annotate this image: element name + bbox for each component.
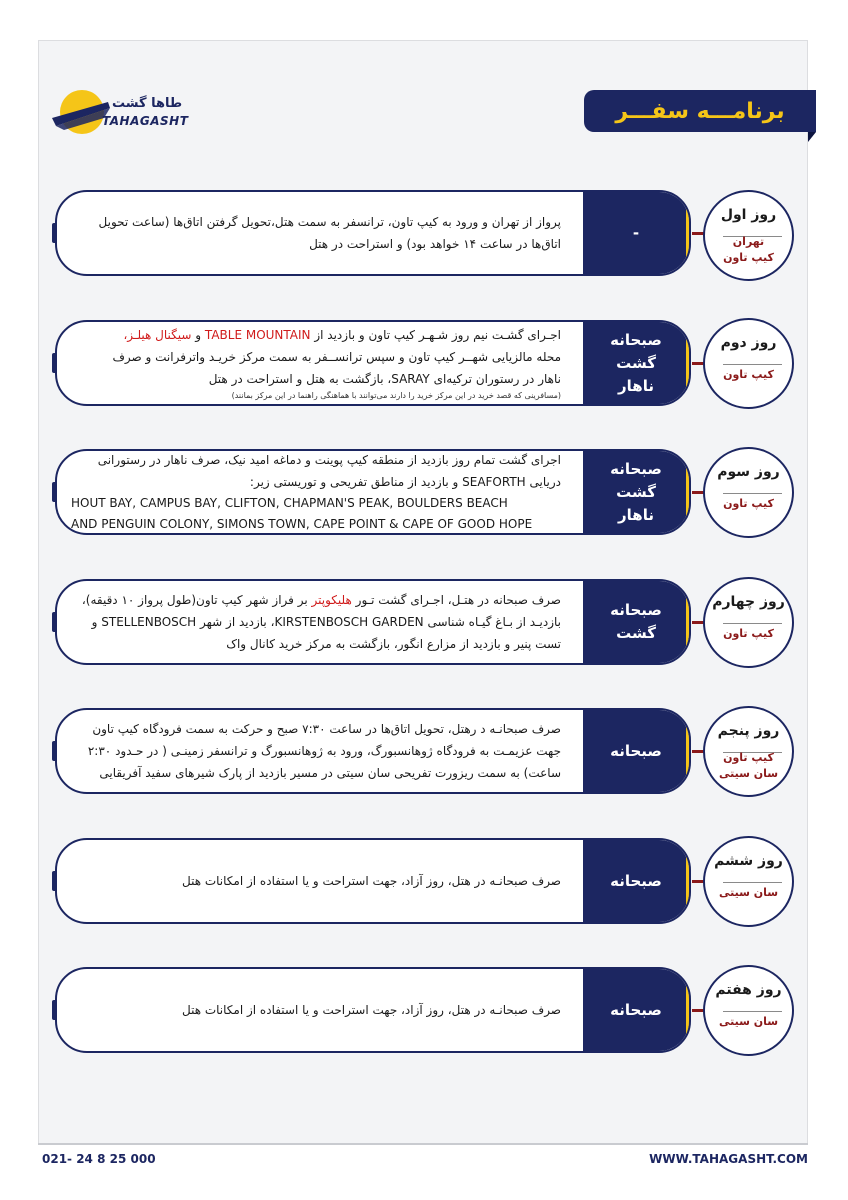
day-label: روز هفتم	[715, 982, 782, 998]
service-label: صبحانه	[610, 601, 662, 619]
box-left-notch	[52, 223, 57, 243]
day-badge	[703, 706, 794, 797]
logo-english-text: TAHAGASHT	[102, 114, 189, 128]
highlight-text: TABLE MOUNTAIN	[204, 328, 311, 342]
description-line: اجرای گشت تمام روز بازدید از منطقه کیپ پوینت و دماغه امید نیک، صرف ناهار در رستورانی	[97, 453, 561, 467]
service-label: صبحانه	[610, 459, 662, 478]
day-description	[71, 322, 561, 404]
text-segment: اجـرای گشـت نیم روز شـهـر کیپ تاون و بازدید از	[310, 328, 561, 342]
day-badge	[703, 965, 794, 1056]
badge-divider	[723, 364, 782, 365]
description-line: (مسافرینی که قصد خرید در این مرکز خرید را دارند می‌توانند با هماهنگی راهنما در این مرکز بمانند)	[231, 391, 561, 400]
badge-divider	[723, 1011, 782, 1012]
footer-website[interactable]: WWW.TAHAGASHT.COM	[649, 1152, 808, 1166]
box-left-notch	[52, 871, 57, 891]
box-left-notch	[52, 353, 57, 373]
city-name: کیپ تاون	[723, 497, 774, 510]
city-label	[705, 626, 792, 642]
box-left-notch	[52, 612, 57, 632]
description-line: جهت عزیمـت به فرودگاه ژوهانسبورگ، ورود به ژوهانسبورگ و ترانسفر زمینـی ( در حـدود ۲:۳۰	[87, 744, 561, 758]
logo-persian-text: طاها گشت	[112, 96, 183, 111]
services-block	[583, 969, 689, 1051]
box-left-notch	[52, 482, 57, 502]
description-line: بازدیـد از بـاغ گیـاه شناسی KIRSTENBOSCH GARDEN، بازدید از شهر STELLENBOSCH و	[91, 615, 561, 629]
badge-divider	[723, 493, 782, 494]
day-label: روز ششم	[714, 853, 783, 869]
city-name: تهران	[732, 235, 765, 248]
day-label: روز سوم	[717, 464, 780, 480]
service-label: -	[632, 223, 640, 242]
day-description	[71, 710, 561, 792]
description-line: HOUT BAY, CAMPUS BAY, CLIFTON, CHAPMAN'S PEAK, BOULDERS BEACH	[71, 496, 508, 510]
city-label	[705, 496, 792, 512]
description-line: صرف صبحانـه د رهتل، تحویل اتاق‌ها در ساعت ۷:۳۰ صبح و حرکت به سمت فرودگاه کیپ تاون	[92, 722, 561, 736]
services-block	[583, 840, 689, 922]
city-label	[705, 234, 792, 266]
day-label: روز پنجم	[717, 723, 780, 739]
service-label: ناهار	[618, 376, 654, 395]
day-description-box	[55, 190, 691, 276]
description-line: دریایی SEAFORTH و بازدید از مناطق تفریحی و توریستی زیر:	[249, 475, 561, 489]
badge-divider	[723, 623, 782, 624]
day-description	[71, 840, 561, 922]
footer-divider	[38, 1143, 808, 1145]
day-badge	[703, 318, 794, 409]
day-description-box	[55, 579, 691, 665]
service-label: گشت	[616, 624, 656, 642]
city-name: سان سیتی	[718, 767, 779, 780]
title-tab-fold	[808, 132, 816, 142]
city-name: کیپ تاون	[723, 627, 774, 640]
text-segment: و	[191, 328, 205, 342]
service-label: ناهار	[618, 505, 654, 524]
city-label	[705, 885, 792, 901]
service-label: صبحانه	[610, 1000, 662, 1019]
page-title: برنامـــه سفـــر	[615, 98, 785, 124]
services-block	[583, 451, 689, 533]
day-badge	[703, 190, 794, 281]
badge-divider	[723, 882, 782, 883]
day-label: روز چهارم	[712, 594, 785, 610]
page-title-tab	[584, 90, 816, 132]
day-description	[71, 581, 561, 663]
day-description-box	[55, 708, 691, 794]
city-label	[705, 1014, 792, 1030]
service-label: صبحانه	[610, 330, 662, 349]
city-label	[705, 367, 792, 383]
service-label: گشت	[616, 353, 656, 372]
day-description-box	[55, 838, 691, 924]
day-description-box	[55, 967, 691, 1053]
description-line	[71, 324, 561, 346]
text-segment: صرف صبحانه در هتـل، اجـرای گشت تـور	[351, 593, 561, 607]
service-label: گشت	[616, 482, 656, 501]
day-badge	[703, 447, 794, 538]
day-description	[71, 969, 561, 1051]
services-block	[583, 322, 689, 404]
day-description	[71, 451, 561, 533]
description-line	[71, 589, 561, 611]
description-line: ساعت) به سمت ریزورت تفریحی سان سیتی در مسیر بازدید از پارک شیرهای سفید آفریقایی	[99, 766, 561, 780]
footer-phone: 021- 24 8 25 000	[42, 1152, 156, 1166]
services-block	[583, 710, 689, 792]
description-line: اتاق‌ها در ساعت ۱۴ خواهد بود) و استراحت در هتل	[309, 237, 561, 251]
description-line: ناهار در رستوران ترکیه‌ای SARAY، بازگشت به هتل و استراحت در هتل	[208, 372, 561, 386]
city-name: سان سیتی	[718, 1015, 779, 1028]
description-line: AND PENGUIN COLONY, SIMONS TOWN, CAPE POINT & CAPE OF GOOD HOPE	[71, 517, 533, 531]
service-label: صبحانه	[610, 741, 662, 760]
city-name: کیپ تاون	[723, 368, 774, 381]
day-description-box	[55, 449, 691, 535]
description-line: محله مالزیایی شهــر کیپ تاون و سپس ترانســفر به سمت مرکز خریـد واترفرانت و صرف	[112, 350, 561, 364]
highlight-text: سیگنال هیلـز،	[123, 328, 192, 342]
day-badge	[703, 577, 794, 668]
city-name: سان سیتی	[718, 886, 779, 899]
service-label: صبحانه	[610, 871, 662, 890]
day-description-box	[55, 320, 691, 406]
day-label: روز دوم	[720, 335, 777, 351]
services-block	[583, 581, 689, 663]
city-label	[705, 750, 792, 782]
description-line: صرف صبحانـه در هتل، روز آزاد، جهت استراحت و یا استفاده از امکانات هتل	[181, 874, 561, 888]
city-name: کیپ تاون	[723, 751, 774, 764]
description-line: تست پنیر و بازدید از مزارع انگور، بازگشت به مرکز خرید کانال واک	[226, 637, 561, 651]
services-block	[583, 192, 689, 274]
city-name: کیپ تاون	[723, 251, 774, 264]
box-left-notch	[52, 1000, 57, 1020]
text-segment: بر فراز شهر کیپ تاون(طول پرواز ۱۰ دقیقه)،	[81, 593, 312, 607]
day-badge	[703, 836, 794, 927]
box-left-notch	[52, 741, 57, 761]
description-line: پرواز از تهران و ورود به کیپ تاون، ترانسفر به سمت هتل،تحویل گرفتن اتاق‌ها (ساعت تحویل	[98, 215, 561, 229]
description-line: صرف صبحانـه در هتل، روز آزاد، جهت استراحت و یا استفاده از امکانات هتل	[181, 1003, 561, 1017]
day-description	[71, 192, 561, 274]
highlight-text: هلیکوپتر	[311, 593, 352, 607]
day-label: روز اول	[720, 207, 777, 223]
